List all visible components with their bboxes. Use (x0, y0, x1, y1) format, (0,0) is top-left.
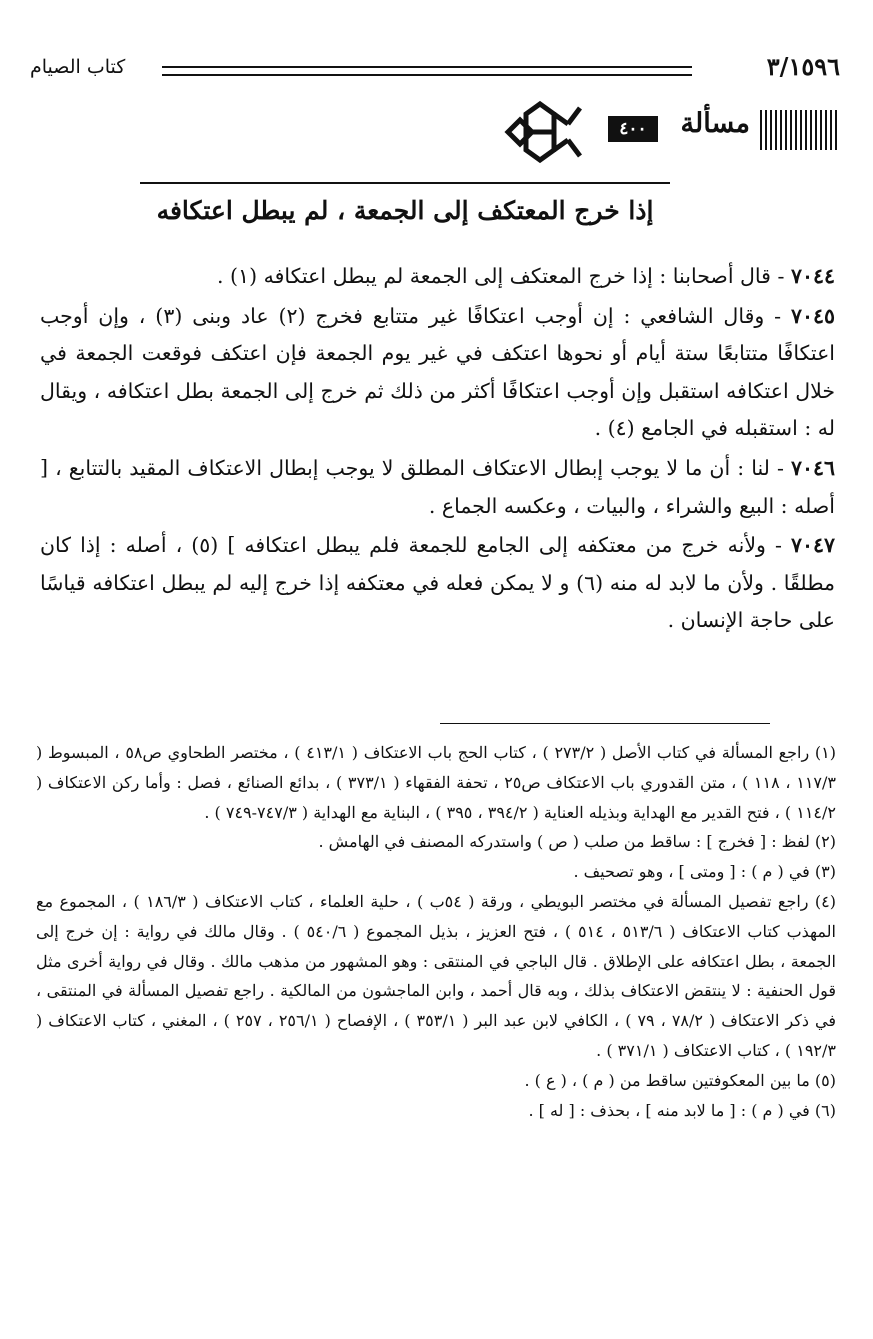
issue-title: إذا خرج المعتكف إلى الجمعة ، لم يبطل اعتكافه (156, 196, 654, 225)
paragraph-number: ٧٠٤٤ (790, 264, 835, 288)
paragraph-7047 (40, 527, 835, 640)
running-header (30, 52, 840, 88)
footnote-separator (440, 723, 770, 724)
header-rule (162, 66, 692, 76)
paragraph-number: ٧٠٤٥ (790, 303, 835, 328)
paragraph-text: - ولأنه خرج من معتكفه إلى الجامع للجمعة فلم يبطل اعتكافه ] (٥) ، أصله : إذا كان مطلقًا . ولأن ما لابد له منه (٦) و لا يمكن فعله في معتكفه إذا خرج إليه لم يبطل اعتكافه قياسًا على حاجة الإنسان . (40, 533, 835, 633)
paragraph-text: - لنا : أن ما لا يوجب إبطال الاعتكاف المطلق لا يوجب إبطال الاعتكاف المقيد بالتتابع ، [ أصله : البيع والشراء ، والبيات ، وعكسه الجماع . (40, 455, 835, 518)
page-number: ٣/١٥٩٦ (766, 52, 840, 81)
footnote-6: (٦) في ( م ) : [ ما لابد منه ] ، بحذف : [ له ] . (528, 1100, 836, 1120)
footnote-4: (٤) راجع تفصيل المسألة في مختصر البويطي ، ورقة ( ٥٤ب ) ، حلية العلماء ، كتاب الاعتكاف ( ١٨٦/٣ ) ، المجموع مع المهذب كتاب الاعتكاف ( ٥١٣/٦ ، ٥١٤ ) ، فتح العزيز ، بذيل المجموع ( ٥٤٠/٦ ) . وقال مالك في رواية : إن خرج إلى الجمعة ، بطل اعتكافه على الإطلاق . قال الباجي في المنتقى : وهو المشهور من مذهب مالك . وقال في رواية أخرى مثل قول الحنفية : لا ينتقض الاعتكاف بذلك ، وبه قال أحمد ، وابن الماجشون من المالكية . راجع تفصيل المسألة في المنتقى ، في ذكر الاعتكاف ( ٧٨/٢ ، ٧٩ ) ، الكافي لابن عبد البر ( ٣٥٣/١ ) ، الإفصاح ( ٢٥٦/١ ، ٢٥٧ ) ، المغني ، كتاب الاعتكاف ( ١٩٢/٣ ) ، كتاب الاعتكاف ( ٣٧١/١ ) . (36, 891, 837, 1060)
footnote-2: (٢) لفظ : [ فخرج ] : ساقط من صلب ( ص ) واستدركه المصنف في الهامش . (318, 832, 836, 852)
main-text (40, 258, 835, 642)
footnote-5: (٥) ما بين المعكوفتين ساقط من ( م ) ، ( ع ) . (524, 1070, 836, 1090)
knot-ornament-icon (500, 100, 590, 164)
paragraph-text: - قال أصحابنا : إذا خرج المعتكف إلى الجمعة لم يبطل اعتكافه (١) . (217, 264, 791, 288)
paragraph-number: ٧٠٤٧ (790, 533, 835, 558)
paragraph-7046 (40, 450, 835, 525)
masala-label: مسألة (680, 108, 750, 139)
paragraph-7044 (40, 258, 835, 296)
masala-number: ٤٠٠ (608, 116, 658, 142)
paragraph-7045 (40, 298, 835, 448)
footnote-3: (٣) في ( م ) : [ ومتى ] ، وهو تصحيف . (573, 862, 836, 882)
book-title: كتاب الصيام (30, 56, 126, 78)
hatch-ornament (760, 110, 840, 150)
paragraph-number: ٧٠٤٦ (790, 455, 835, 480)
masala-banner (500, 100, 840, 164)
title-rule (140, 182, 670, 184)
footnotes (36, 738, 836, 1125)
paragraph-text: - وقال الشافعي : إن أوجب اعتكافًا غير متتابع فخرج (٢) عاد وبنى (٣) ، وإن أوجب اعتكافًا متتابعًا ستة أيام أو نحوها اعتكف في غير يوم الجمعة فإن اعتكف فوقعت الجمعة في خلال اعتكافه استقبل وإن أوجب اعتكافًا أكثر من ذلك ثم خرج إلى الجمعة بطل اعتكافه ، ويقال له : استقبله في الجامع (٤) . (40, 303, 835, 441)
footnote-1: (١) راجع المسألة في كتاب الأصل ( ٢٧٣/٢ ) ، كتاب الحج باب الاعتكاف ( ٤١٣/١ ) ، مختصر الطحاوي ص٥٨ ، المبسوط ( ١١٧/٣ ، ١١٨ ) ، متن القدوري باب الاعتكاف ص٢٥ ، تحفة الفقهاء ( ٣٧٣/١ ) ، بدائع الصنائع ، فصل : وأما ركن الاعتكاف ( ١١٤/٢ ) ، فتح القدير مع الهداية وبذيله العناية ( ٣٩٤/٢ ، ٣٩٥ ) ، البناية مع الهداية ( ٧٤٧/٣-٧٤٩ ) . (36, 743, 837, 822)
